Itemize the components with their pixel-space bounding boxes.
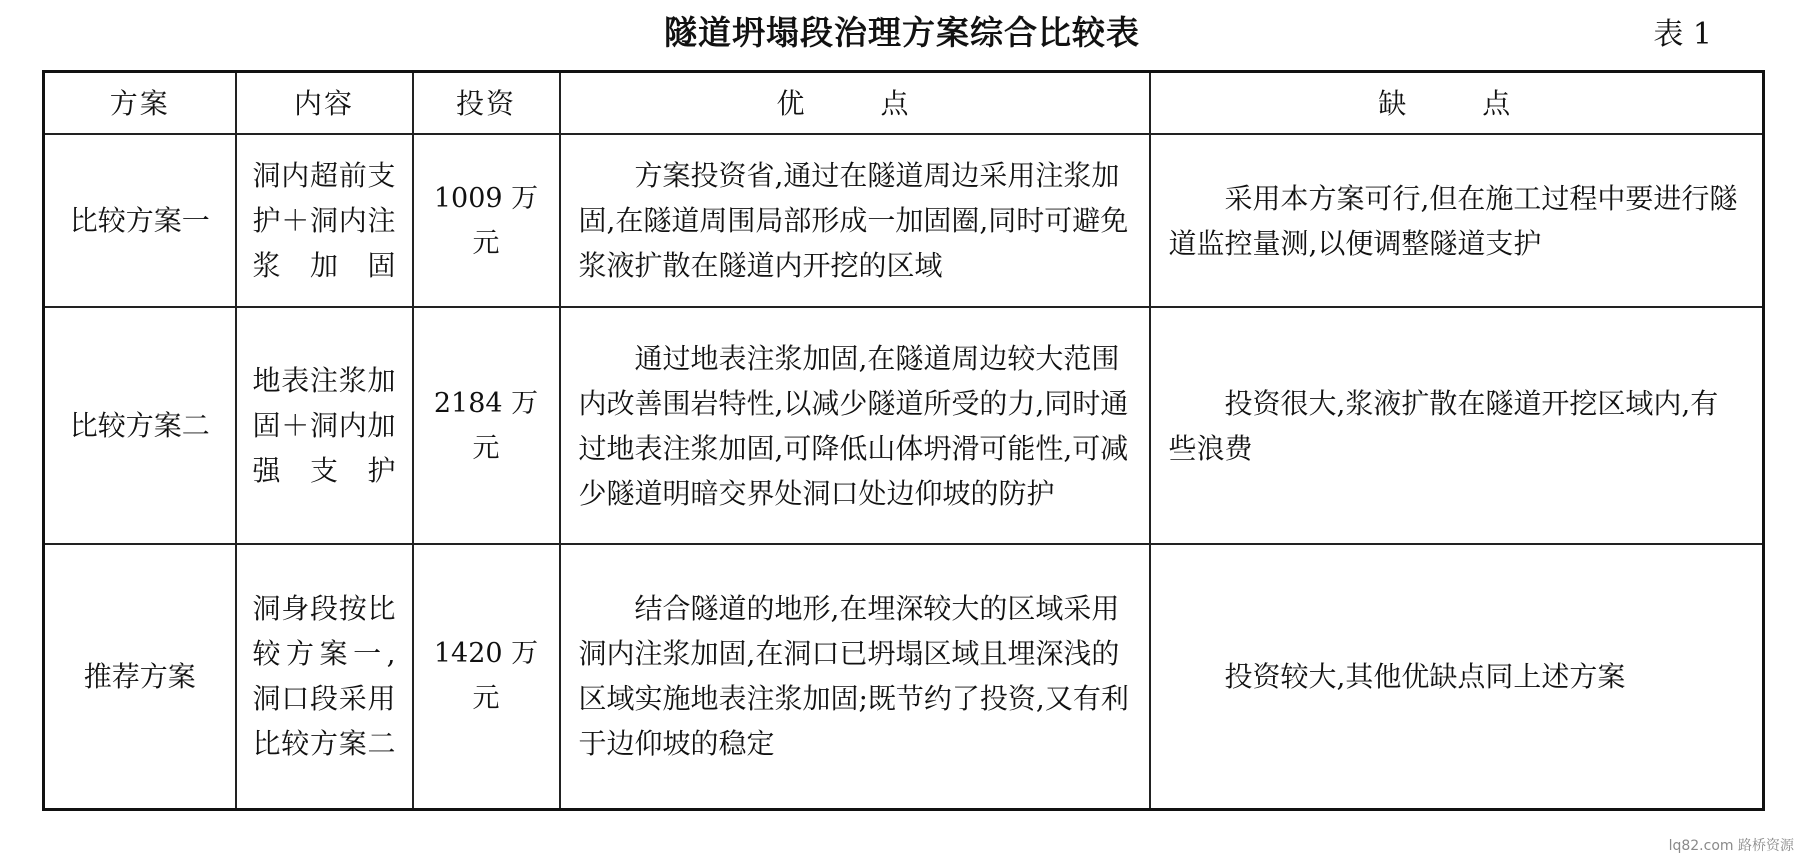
cell-disadvantages: 投资很大,浆液扩散在隧道开挖区域内,有些浪费 bbox=[1150, 307, 1764, 544]
table-title: 隧道坍塌段治理方案综合比较表 bbox=[664, 13, 1140, 52]
header-scheme: 方案 bbox=[44, 72, 236, 135]
cell-disadvantages: 采用本方案可行,但在施工过程中要进行隧道监控量测,以便调整隧道支护 bbox=[1150, 134, 1764, 307]
table-row bbox=[44, 134, 1764, 307]
header-disadvantages: 缺 点 bbox=[1150, 72, 1764, 135]
header-advantages: 优 点 bbox=[560, 72, 1150, 135]
cell-advantages: 结合隧道的地形,在埋深较大的区域采用洞内注浆加固,在洞口已坍塌区域且埋深浅的区域实施地表注浆加固;既节约了投资,又有利于边仰坡的稳定 bbox=[560, 544, 1150, 809]
cell-disadvantages: 投资较大,其他优缺点同上述方案 bbox=[1150, 544, 1764, 809]
cell-scheme: 比较方案一 bbox=[44, 134, 236, 307]
cell-content: 地表注浆加固＋洞内加强支护 bbox=[236, 307, 413, 544]
table-row bbox=[44, 307, 1764, 544]
watermark: lq82.com 路桥资源 bbox=[1668, 838, 1794, 854]
header-investment: 投资 bbox=[413, 72, 560, 135]
header-row bbox=[44, 72, 1764, 135]
cell-scheme: 推荐方案 bbox=[44, 544, 236, 809]
table-row bbox=[44, 544, 1764, 809]
cell-investment: 2184 万元 bbox=[413, 307, 560, 544]
cell-content: 洞身段按比较方案一,洞口段采用比较方案二 bbox=[236, 544, 413, 809]
table-number: 表 1 bbox=[1653, 17, 1712, 52]
cell-scheme: 比较方案二 bbox=[44, 307, 236, 544]
cell-advantages: 方案投资省,通过在隧道周边采用注浆加固,在隧道周围局部形成一加固圈,同时可避免浆液扩散在隧道内开挖的区域 bbox=[560, 134, 1150, 307]
cell-investment: 1420 万元 bbox=[413, 544, 560, 809]
cell-investment: 1009 万元 bbox=[413, 134, 560, 307]
cell-content: 洞内超前支护＋洞内注浆加固 bbox=[236, 134, 413, 307]
cell-advantages: 通过地表注浆加固,在隧道周边较大范围内改善围岩特性,以减少隧道所受的力,同时通过地表注浆加固,可降低山体坍滑可能性,可减少隧道明暗交界处洞口处边仰坡的防护 bbox=[560, 307, 1150, 544]
comparison-table bbox=[42, 70, 1765, 811]
header-content: 内容 bbox=[236, 72, 413, 135]
